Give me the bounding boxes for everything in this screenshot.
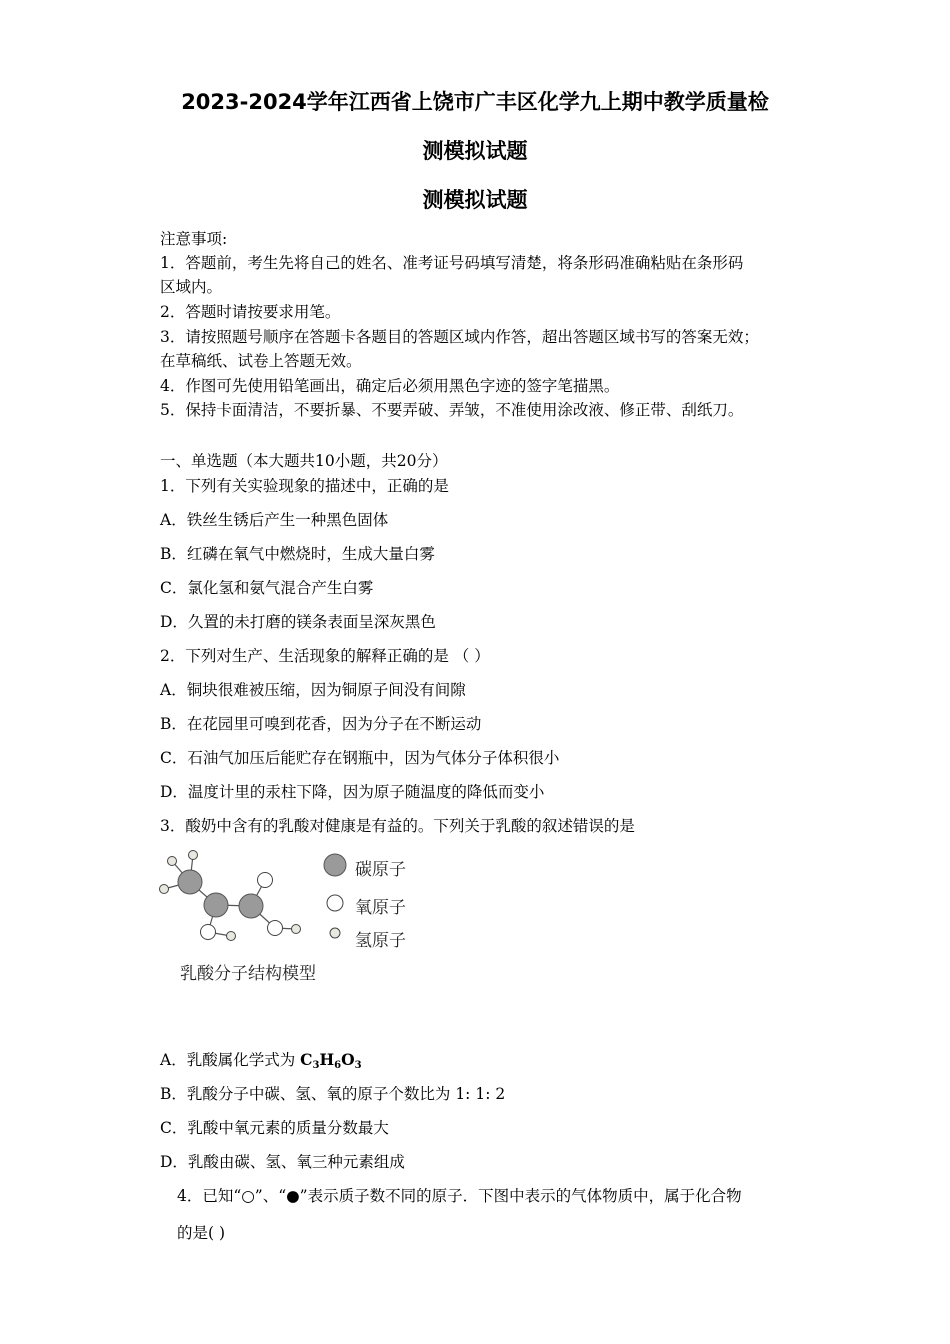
carbon-legend-icon <box>324 854 346 876</box>
carbon-atom <box>239 894 263 918</box>
question-1-option-d: D．久置的未打磨的镁条表面呈深灰黑色 <box>160 613 436 631</box>
question-1-stem: 1．下列有关实验现象的描述中，正确的是 <box>160 477 449 495</box>
hydrogen-atom <box>292 925 301 934</box>
lactic-acid-model-diagram <box>150 845 310 955</box>
question-1-option-b: B．红磷在氧气中燃烧时，生成大量白雾 <box>160 545 435 563</box>
hydrogen-atom <box>189 851 198 860</box>
question-3-option-b: B．乳酸分子中碳、氢、氧的原子个数比为 1: 1: 2 <box>160 1085 506 1103</box>
question-4-stem-line2: 的是( ) <box>177 1224 226 1242</box>
question-1-option-c: C．氯化氢和氨气混合产生白雾 <box>160 579 374 597</box>
oxygen-legend-icon <box>327 895 343 911</box>
notice-item: 在草稿纸、试卷上答题无效。 <box>160 352 362 370</box>
legend-hydrogen-label: 氢原子 <box>355 931 406 951</box>
question-1-option-a: A．铁丝生锈后产生一种黑色固体 <box>160 511 389 529</box>
oxygen-atom <box>258 873 273 888</box>
oxygen-atom <box>201 925 216 940</box>
question-2-option-a: A．铜块很难被压缩，因为铜原子间没有间隙 <box>160 681 466 699</box>
notice-item: 3．请按照题号顺序在答题卡各题目的答题区域内作答，超出答题区域书写的答案无效； <box>160 328 759 346</box>
question-3-option-c: C．乳酸中氧元素的质量分数最大 <box>160 1119 389 1137</box>
hydrogen-atom <box>160 885 169 894</box>
notice-item: 4．作图可先使用铅笔画出，确定后必须用黑色字迹的签字笔描黑。 <box>160 377 620 395</box>
notice-item: 1．答题前，考生先将自己的姓名、准考证号码填写清楚，将条形码准确粘贴在条形码 <box>160 254 744 272</box>
hydrogen-legend-icon <box>330 928 340 938</box>
question-3-stem: 3．酸奶中含有的乳酸对健康是有益的。下列关于乳酸的叙述错误的是 <box>160 817 635 835</box>
carbon-atom <box>178 870 202 894</box>
notice-item: 区域内。 <box>160 278 223 296</box>
legend-oxygen-label: 氧原子 <box>355 898 406 918</box>
section-heading: 一、单选题（本大题共10小题，共20分） <box>160 452 448 470</box>
question-4-stem-line1: 4．已知“○”、“●”表示质子数不同的原子．下图中表示的气体物质中，属于化合物 <box>177 1187 742 1205</box>
atom-legend-symbols <box>318 850 354 950</box>
notice-item: 5．保持卡面清洁，不要折暴、不要弄破、弄皱，不准使用涂改液、修正带、刮纸刀。 <box>160 401 744 419</box>
question-3-option-a <box>160 1050 362 1076</box>
question-2-option-b: B．在花园里可嗅到花香，因为分子在不断运动 <box>160 715 482 733</box>
notice-item: 2．答题时请按要求用笔。 <box>160 303 341 321</box>
question-2-option-d: D．温度计里的汞柱下降，因为原子随温度的降低而变小 <box>160 783 545 801</box>
hydrogen-atom <box>168 857 177 866</box>
exam-title-line1: 2023-2024学年江西省上饶市广丰区化学九上期中教学质量检 <box>181 90 769 114</box>
legend-carbon-label: 碳原子 <box>355 860 406 880</box>
question-2-stem: 2．下列对生产、生活现象的解释正确的是 （ ） <box>160 647 490 665</box>
option-a-text: A．乳酸属化学式为 <box>160 1051 301 1069</box>
carbon-atom <box>204 893 228 917</box>
exam-title-line3: 测模拟试题 <box>422 188 528 212</box>
question-3-option-d: D．乳酸由碳、氢、氧三种元素组成 <box>160 1153 405 1171</box>
notice-heading: 注意事项: <box>160 230 228 248</box>
exam-title-line2: 测模拟试题 <box>422 139 528 163</box>
formula: $C_3H_6O_3$ <box>300 1050 362 1071</box>
oxygen-atom <box>268 921 283 936</box>
hydrogen-atom <box>227 932 236 941</box>
model-caption: 乳酸分子结构模型 <box>180 964 316 984</box>
question-2-option-c: C．石油气加压后能贮存在钢瓶中，因为气体分子体积很小 <box>160 749 560 767</box>
